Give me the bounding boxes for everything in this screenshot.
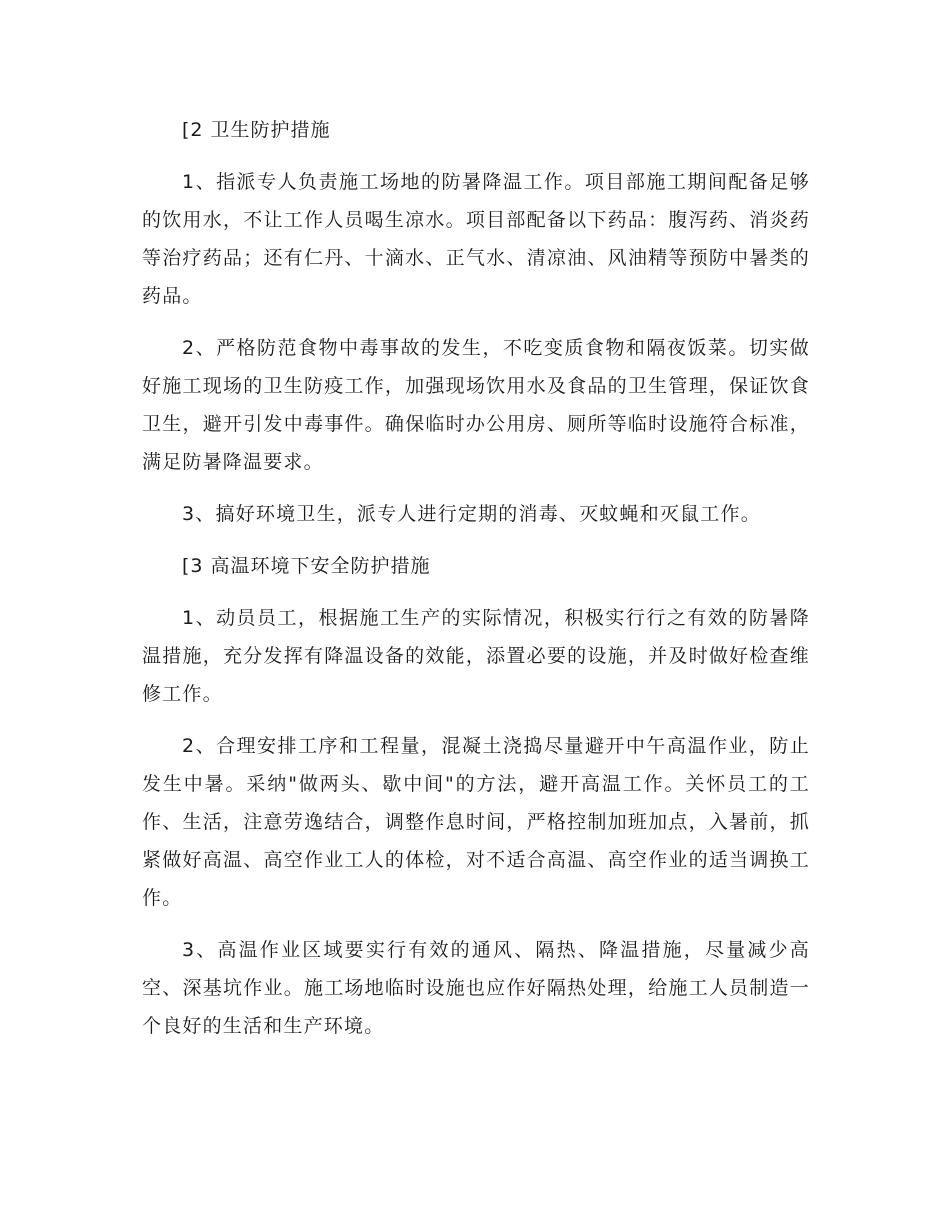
paragraph-hygiene-2: 2、严格防范食物中毒事故的发生，不吃变质食物和隔夜饭菜。切实做好施工现场的卫生防疫工作，加强现场饮用水及食品的卫生管理，保证饮食卫生，避开引发中毒事件。确保临时办公用房、厕所等临时设施符合标准，满足防暑降温要求。 [142, 337, 810, 473]
paragraph-hygiene-3: 3、搞好环境卫生，派专人进行定期的消毒、灭蚊蝇和灭鼠工作。 [182, 503, 761, 525]
section-heading-hygiene: [2 卫生防护措施 [182, 119, 331, 141]
section-heading-heat-safety: [3 高温环境下安全防护措施 [182, 555, 431, 577]
document-body [142, 111, 810, 1059]
paragraph-heat-safety-1: 1、动员员工，根据施工生产的实际情况，积极实行行之有效的防暑降温措施，充分发挥有降温设备的效能，添置必要的设施，并及时做好检查维修工作。 [142, 607, 810, 705]
paragraph-hygiene-1: 1、指派专人负责施工场地的防暑降温工作。项目部施工期间配备足够的饮用水，不让工作人员喝生凉水。项目部配备以下药品：腹泻药、消炎药等治疗药品；还有仁丹、十滴水、正气水、清凉油、风油精等预防中暑类的药品。 [142, 171, 810, 307]
paragraph-heat-safety-3: 3、高温作业区域要实行有效的通风、隔热、降温措施，尽量减少高空、深基坑作业。施工场地临时设施也应作好隔热处理，给施工人员制造一个良好的生活和生产环境。 [142, 939, 810, 1037]
paragraph-heat-safety-2: 2、合理安排工序和工程量，混凝土浇捣尽量避开中午高温作业，防止发生中暑。采纳"做两头、歇中间"的方法，避开高温工作。关怀员工的工作、生活，注意劳逸结合，调整作息时间，严格控制加班加点，入暑前，抓紧做好高温、高空作业工人的体检，对不适合高温、高空作业的适当调换工作。 [142, 735, 810, 909]
